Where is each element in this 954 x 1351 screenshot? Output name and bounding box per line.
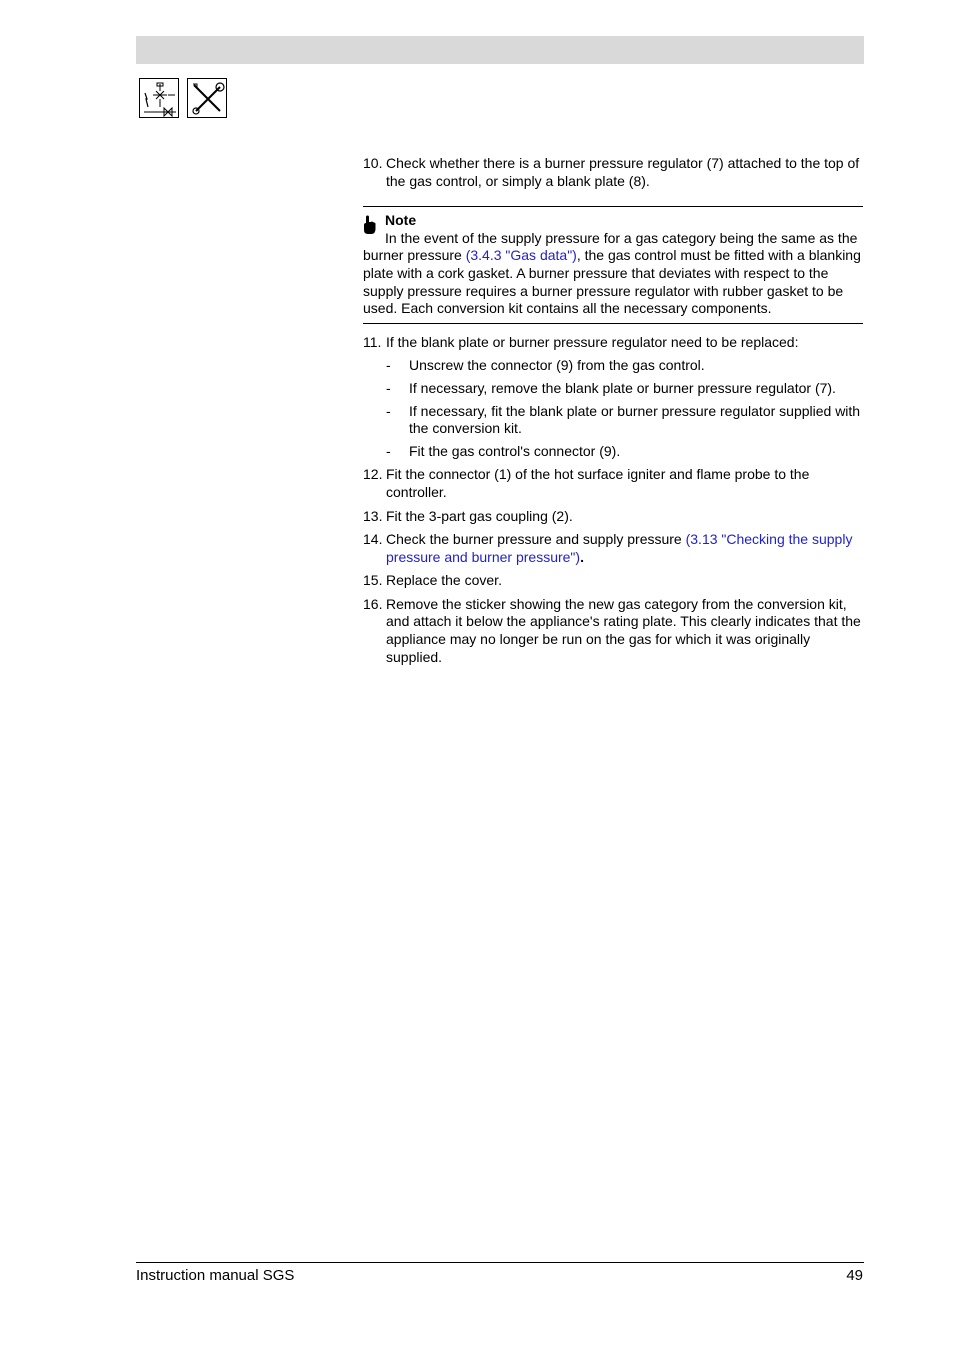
step-text: If the blank plate or burner pressure regulator need to be replaced: [386, 333, 799, 350]
dash: - [386, 402, 391, 419]
step-number: 14. [363, 531, 383, 548]
header-bar [136, 36, 864, 64]
note-title: Note [385, 212, 417, 229]
note-text [363, 230, 863, 318]
step-14 [363, 531, 863, 566]
sub-step-text: Unscrew the connector (9) from the gas control. [409, 357, 705, 374]
gas-data-link[interactable]: (3.4.3 "Gas data") [465, 247, 577, 264]
step-14-tail: . [580, 548, 584, 565]
footer-title: Instruction manual SGS [136, 1267, 295, 1284]
step-text: Replace the cover. [386, 572, 502, 589]
step-number: 16. [363, 595, 383, 612]
step-number: 12. [363, 466, 383, 483]
step-text: Fit the 3-part gas coupling (2). [386, 507, 573, 524]
step-14-text: Check the burner pressure and supply pressure [386, 531, 686, 548]
step-13 [363, 508, 863, 526]
sub-step-text: If necessary, fit the blank plate or burner pressure regulator supplied with the conversion kit. [409, 402, 861, 437]
step-12 [363, 466, 863, 501]
sub-step [386, 403, 863, 438]
sub-step-text: Fit the gas control's connector (9). [409, 442, 621, 459]
checking-pressure-link[interactable]: (3.13 "Checking the supply pressure and burner pressure") [386, 531, 853, 565]
note-box [363, 206, 863, 324]
step-11 [363, 334, 863, 352]
step-number: 13. [363, 507, 383, 524]
step-10 [363, 155, 863, 190]
dash: - [386, 379, 391, 396]
instruction-content [363, 155, 863, 666]
step-15 [363, 572, 863, 590]
dash: - [386, 357, 391, 374]
sub-step [386, 357, 863, 375]
sub-step-text: If necessary, remove the blank plate or burner pressure regulator (7). [409, 379, 836, 396]
note-text-end: , the gas control must be fitted with a blanking plate with a cork gasket. A burner pressure that deviates with respect to the supply pressure requires a burner pressure regulator with rubber gasket to be used. Each conversion kit contains all the necessary components. [363, 247, 861, 317]
page-number: 49 [846, 1267, 863, 1284]
note-text-start: In the event of the supply pressure for a gas category being the same as the burner pressure [363, 229, 858, 264]
step-text [386, 531, 863, 566]
sub-step [386, 380, 863, 398]
gas-valve-icon [139, 78, 179, 118]
sub-step [386, 443, 863, 461]
step-text: Remove the sticker showing the new gas category from the conversion kit, and attach it below the appliance's rating plate. This clearly indicates that the appliance may no longer be run on the gas for which it was originally supplied. [386, 595, 861, 665]
hand-pointer-icon [363, 215, 377, 240]
tools-icon [187, 78, 227, 118]
dash: - [386, 442, 391, 459]
step-text: Fit the connector (1) of the hot surface igniter and flame probe to the controller. [386, 466, 810, 500]
step-text: Check whether there is a burner pressure regulator (7) attached to the top of the gas control, or simply a blank plate (8). [386, 155, 860, 189]
step-16 [363, 596, 863, 666]
footer-divider [136, 1262, 864, 1263]
step-number: 10. [363, 155, 383, 171]
step-number: 11. [363, 333, 382, 350]
step-number: 15. [363, 572, 383, 589]
